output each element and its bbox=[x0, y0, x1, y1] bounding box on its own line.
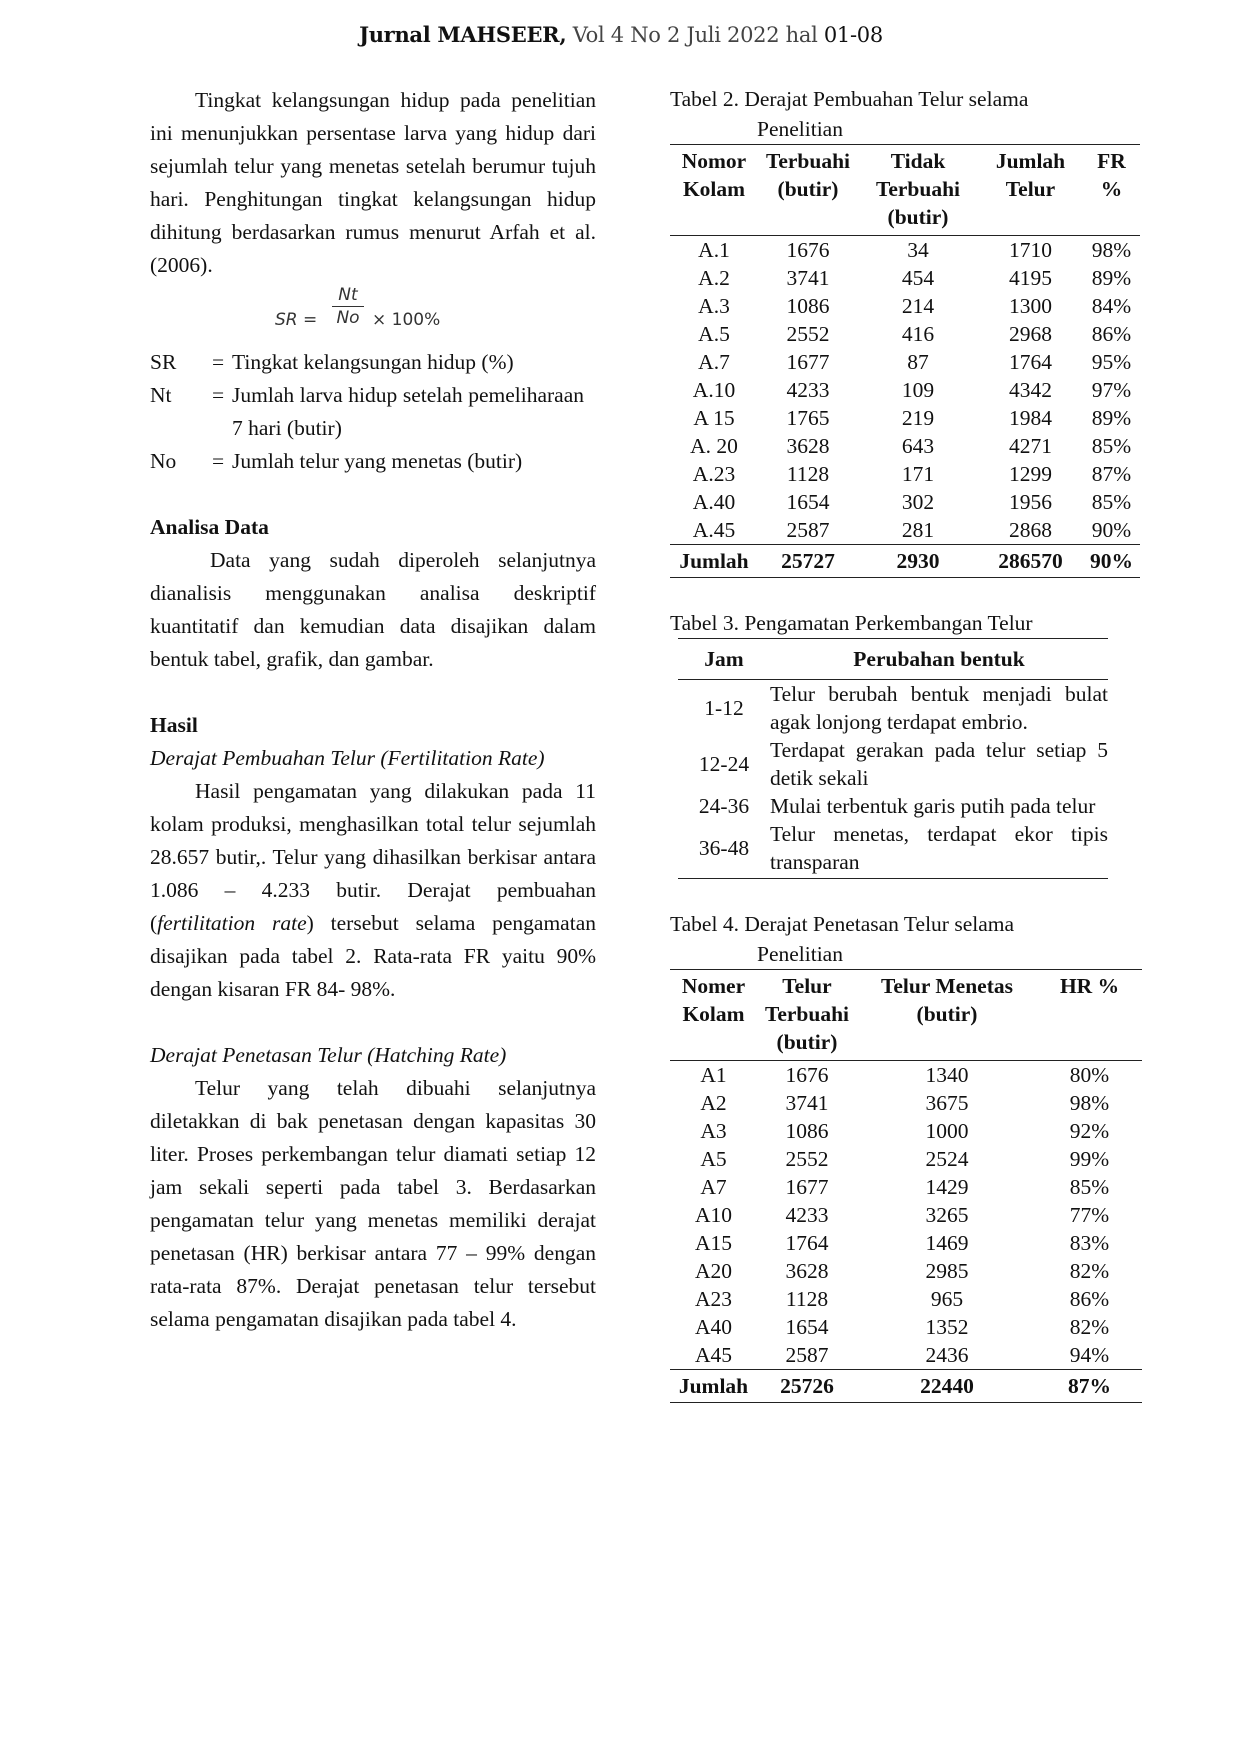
fr-text-1: Hasil pengamatan yang dilakukan pada 11 kolam produksi, menghasilkan total telur sejumlah 28.657 butir,. Telur yang dihasilkan berkisar antara 1.086 – 4.233 butir. Derajat pembuahan ( bbox=[150, 779, 596, 935]
table4-hatching-rate bbox=[670, 969, 1142, 1403]
table-row bbox=[670, 1201, 1142, 1229]
table-cell: Telur berubah bentuk menjadi bulat agak lonjong terdapat embrio. bbox=[770, 682, 1108, 734]
table-cell: 4195 bbox=[1009, 266, 1052, 290]
table-cell: 86% bbox=[1091, 322, 1132, 346]
table-cell: 95% bbox=[1091, 350, 1132, 374]
table2-fertilization-rate bbox=[670, 144, 1140, 578]
fr-text-italic: fertilitation rate bbox=[157, 911, 307, 935]
hr-paragraph: Telur yang telah dibuahi selanjutnya diletakkan di bak penetasan dengan kapasitas 30 liter. Proses perkembangan telur diamati setiap 12 jam sekali seperti pada tabel 3. Berdasarkan pengamatan telur yang menetas memiliki derajat penetasan (HR) berkisar antara 77 – 99% dengan rata-rata 87%. Derajat penetasan telur tersebut selama pengamatan disajikan pada tabel 4. bbox=[150, 1076, 596, 1331]
table-cell: 94% bbox=[1069, 1343, 1110, 1367]
table-cell: 25727 bbox=[758, 545, 858, 578]
table-row bbox=[670, 1117, 1142, 1145]
table-row bbox=[670, 432, 1140, 460]
table-cell: 92% bbox=[1069, 1119, 1110, 1143]
definition-text: Tingkat kelangsungan hidup (%) bbox=[232, 350, 514, 374]
table-row bbox=[670, 1257, 1142, 1285]
table-row bbox=[670, 376, 1140, 404]
table-cell: 99% bbox=[1069, 1147, 1110, 1171]
table-cell: 965 bbox=[930, 1287, 964, 1311]
table-cell: 89% bbox=[1091, 406, 1132, 430]
table-row bbox=[678, 792, 1108, 820]
table-cell: 3675 bbox=[925, 1091, 969, 1115]
table-cell: A20 bbox=[694, 1259, 733, 1283]
table-cell: 4342 bbox=[1009, 378, 1052, 402]
table3-egg-development bbox=[678, 638, 1108, 879]
table-cell: 1710 bbox=[1009, 238, 1052, 262]
table-cell: 1469 bbox=[925, 1231, 969, 1255]
table2-header-cell: Jumlah Telur bbox=[978, 145, 1083, 236]
table-cell: A.10 bbox=[692, 378, 736, 402]
table-cell: Mulai terbentuk garis putih pada telur bbox=[770, 794, 1096, 818]
table-row bbox=[678, 820, 1108, 879]
table-cell: 1000 bbox=[925, 1119, 969, 1143]
definition-equals: = bbox=[212, 383, 225, 407]
table4-caption-line1: Tabel 4. Derajat Penetasan Telur selama bbox=[670, 912, 1015, 936]
table-cell: 1676 bbox=[785, 1063, 829, 1087]
table-cell: A.5 bbox=[698, 322, 730, 346]
table4-total-row bbox=[670, 1370, 1142, 1403]
table-cell: 2968 bbox=[1009, 322, 1052, 346]
table-row bbox=[670, 236, 1140, 265]
sr-formula bbox=[150, 282, 596, 346]
table-cell: 643 bbox=[901, 434, 935, 458]
hasil-heading: Hasil bbox=[150, 713, 198, 737]
table-cell: 1765 bbox=[786, 406, 830, 430]
table-cell: A23 bbox=[694, 1287, 733, 1311]
table-cell: 22440 bbox=[857, 1370, 1037, 1403]
table-row bbox=[670, 1285, 1142, 1313]
table-cell: 214 bbox=[901, 294, 935, 318]
table-cell: 1086 bbox=[786, 294, 830, 318]
table-cell: A.3 bbox=[698, 294, 730, 318]
analisa-heading: Analisa Data bbox=[150, 515, 269, 539]
table2-header-cell: Tidak Terbuahi (butir) bbox=[858, 145, 978, 236]
table-cell: 2985 bbox=[925, 1259, 969, 1283]
analisa-paragraph: Data yang sudah diperoleh selanjutnya dianalisis menggunakan analisa deskriptif kuantitatif dan kemudian data disajikan dalam bentuk tabel, grafik, dan gambar. bbox=[150, 548, 596, 671]
table2-header-row bbox=[670, 145, 1140, 236]
table-cell: 2868 bbox=[1009, 518, 1052, 542]
definition-equals: = bbox=[212, 350, 225, 374]
journal-name: Jurnal MAHSEER, bbox=[359, 22, 567, 47]
table2-caption bbox=[670, 84, 1170, 144]
table-row bbox=[670, 1145, 1142, 1173]
table2-body bbox=[670, 236, 1140, 545]
table-cell: 87% bbox=[1037, 1370, 1142, 1403]
table-cell: 1299 bbox=[1009, 462, 1052, 486]
table3-caption: Tabel 3. Pengamatan Perkembangan Telur bbox=[670, 611, 1033, 635]
table-cell: 1340 bbox=[925, 1063, 969, 1087]
table-cell: A3 bbox=[700, 1119, 727, 1143]
formula-numerator: Nt bbox=[332, 284, 364, 307]
table2-header-cell: Nomor Kolam bbox=[670, 145, 758, 236]
table2-total-row bbox=[670, 545, 1140, 578]
table-cell: A 15 bbox=[693, 406, 735, 430]
table-row bbox=[678, 736, 1108, 792]
formula-lhs: SR = bbox=[275, 310, 318, 330]
table-cell: 1677 bbox=[786, 350, 830, 374]
table-cell: 416 bbox=[901, 322, 935, 346]
table-cell: A7 bbox=[700, 1175, 727, 1199]
table-cell: Terdapat gerakan pada telur setiap 5 detik sekali bbox=[770, 738, 1108, 790]
table-cell: 1676 bbox=[786, 238, 830, 262]
table-cell: A40 bbox=[694, 1315, 733, 1339]
formula-rhs: × 100% bbox=[372, 310, 441, 330]
table-cell: 2587 bbox=[785, 1343, 829, 1367]
table-row bbox=[670, 1341, 1142, 1370]
table-cell: 2436 bbox=[925, 1343, 969, 1367]
table-row bbox=[670, 516, 1140, 545]
table-row bbox=[670, 264, 1140, 292]
table3-header-cell: Jam bbox=[678, 639, 770, 680]
table-cell: A.7 bbox=[698, 350, 730, 374]
table-row bbox=[670, 292, 1140, 320]
table-cell: 171 bbox=[901, 462, 935, 486]
table-cell: 87 bbox=[907, 350, 929, 374]
table-cell: 2552 bbox=[786, 322, 830, 346]
table2-header-cell: FR % bbox=[1083, 145, 1140, 236]
hr-subheading: Derajat Penetasan Telur (Hatching Rate) bbox=[150, 1043, 507, 1067]
table4-caption-line2: Penelitian bbox=[757, 942, 843, 966]
table-cell: 1764 bbox=[1009, 350, 1052, 374]
table-cell: Telur menetas, terdapat ekor tipis transparan bbox=[770, 820, 1108, 879]
table-row bbox=[670, 1173, 1142, 1201]
table-row bbox=[670, 1229, 1142, 1257]
table4-header-cell: Nomer Kolam bbox=[670, 970, 757, 1061]
table-cell: 89% bbox=[1091, 266, 1132, 290]
table-cell: 82% bbox=[1069, 1259, 1110, 1283]
table-cell: 109 bbox=[901, 378, 935, 402]
left-column bbox=[150, 84, 596, 1336]
page-range: 01-08 bbox=[823, 23, 883, 47]
table-cell: A45 bbox=[694, 1343, 733, 1367]
fr-paragraph bbox=[150, 775, 596, 1006]
table-cell: A10 bbox=[694, 1203, 733, 1227]
table-cell: 4271 bbox=[1009, 434, 1052, 458]
table4-caption bbox=[670, 909, 1170, 969]
table-cell: 454 bbox=[901, 266, 935, 290]
table-cell: 25726 bbox=[757, 1370, 857, 1403]
table-cell: Jumlah bbox=[670, 1370, 757, 1403]
table-cell: A.23 bbox=[692, 462, 736, 486]
table4-body bbox=[670, 1061, 1142, 1370]
table-cell: 1352 bbox=[925, 1315, 969, 1339]
table-cell: A. 20 bbox=[690, 434, 738, 458]
table-cell: 3741 bbox=[785, 1091, 829, 1115]
table-cell: 87% bbox=[1091, 462, 1132, 486]
table-cell: A.1 bbox=[698, 238, 730, 262]
table-row bbox=[670, 488, 1140, 516]
definition-row bbox=[150, 445, 596, 478]
table-cell: 34 bbox=[907, 238, 929, 262]
table-cell: 24-36 bbox=[698, 794, 750, 818]
definition-symbol: SR bbox=[150, 350, 177, 374]
definition-row bbox=[150, 346, 596, 379]
table-cell: A.45 bbox=[692, 518, 736, 542]
table-cell: 1429 bbox=[925, 1175, 969, 1199]
table-cell: 77% bbox=[1069, 1203, 1110, 1227]
table2-caption-line2: Penelitian bbox=[757, 117, 843, 141]
fr-text-2: ) tersebut selama pengamatan disajikan pada tabel 2. Rata-rata FR yaitu 90% dengan kisaran FR 84- 98%. bbox=[150, 911, 596, 1001]
table4-header-cell: Telur Menetas (butir) bbox=[857, 970, 1037, 1061]
definition-text: Jumlah telur yang menetas (butir) bbox=[232, 449, 523, 473]
table-cell: A.40 bbox=[692, 490, 736, 514]
table-cell: A.2 bbox=[698, 266, 730, 290]
definition-symbol: No bbox=[150, 449, 177, 473]
table-row bbox=[670, 404, 1140, 432]
table-cell: 82% bbox=[1069, 1315, 1110, 1339]
fr-subheading: Derajat Pembuahan Telur (Fertilitation Rate) bbox=[150, 746, 545, 770]
table4-header-cell: Telur Terbuahi (butir) bbox=[757, 970, 857, 1061]
table-cell: 90% bbox=[1091, 518, 1132, 542]
table-cell: 302 bbox=[901, 490, 935, 514]
sr-intro-paragraph: Tingkat kelangsungan hidup pada penelitian ini menunjukkan persentase larva yang hidup dari sejumlah telur yang menetas setelah berumur tujuh hari. Penghitungan tingkat kelangsungan hidup dihitung berdasarkan rumus menurut Arfah et al. (2006). bbox=[150, 88, 596, 277]
table-row bbox=[670, 1061, 1142, 1090]
table-cell: 2524 bbox=[925, 1147, 969, 1171]
table-cell: 36-48 bbox=[678, 820, 770, 879]
table-cell: 1300 bbox=[1009, 294, 1052, 318]
definition-text: Jumlah larva hidup setelah pemeliharaan 7 hari (butir) bbox=[232, 383, 584, 440]
table-cell: 12-24 bbox=[698, 752, 750, 776]
table-cell: 98% bbox=[1091, 238, 1132, 262]
table-row bbox=[678, 680, 1108, 737]
table-cell: 1086 bbox=[785, 1119, 829, 1143]
table-cell: 90% bbox=[1083, 545, 1140, 578]
table-cell: 1764 bbox=[785, 1231, 829, 1255]
table-cell: 3265 bbox=[925, 1203, 969, 1227]
table-cell: 85% bbox=[1091, 434, 1132, 458]
definition-symbol: Nt bbox=[150, 383, 172, 407]
table-cell: 281 bbox=[901, 518, 935, 542]
table-cell: 2930 bbox=[858, 545, 978, 578]
table-cell: 1677 bbox=[785, 1175, 829, 1199]
table-cell: 80% bbox=[1069, 1063, 1110, 1087]
table-cell: 1956 bbox=[1009, 490, 1052, 514]
table-row bbox=[670, 320, 1140, 348]
running-header bbox=[0, 22, 1242, 47]
table-cell: A2 bbox=[700, 1091, 727, 1115]
definition-equals: = bbox=[212, 449, 225, 473]
table-cell: Jumlah bbox=[670, 545, 758, 578]
table3-header-row bbox=[678, 639, 1108, 680]
table-cell: 98% bbox=[1069, 1091, 1110, 1115]
formula-fraction bbox=[332, 284, 364, 329]
table-cell: 2587 bbox=[786, 518, 830, 542]
table-cell: 1128 bbox=[785, 1287, 829, 1311]
table-row bbox=[670, 348, 1140, 376]
table2-header-cell: Terbuahi (butir) bbox=[758, 145, 858, 236]
table-cell: 2552 bbox=[785, 1147, 829, 1171]
table-cell: 1984 bbox=[1009, 406, 1052, 430]
table-row bbox=[670, 1313, 1142, 1341]
table2-caption-line1: Tabel 2. Derajat Pembuahan Telur selama bbox=[670, 87, 1029, 111]
table3-header-cell: Perubahan bentuk bbox=[770, 639, 1108, 680]
table-cell: 1654 bbox=[786, 490, 830, 514]
table-cell: 84% bbox=[1091, 294, 1132, 318]
formula-denominator: No bbox=[336, 308, 360, 328]
variable-definitions bbox=[150, 346, 596, 478]
table-cell: 3741 bbox=[786, 266, 830, 290]
table-cell: 85% bbox=[1091, 490, 1132, 514]
table-cell: A1 bbox=[700, 1063, 727, 1087]
table-cell: 97% bbox=[1091, 378, 1132, 402]
table-cell: 4233 bbox=[786, 378, 830, 402]
table-cell: 286570 bbox=[978, 545, 1083, 578]
table-cell: 83% bbox=[1069, 1231, 1110, 1255]
table-cell: A15 bbox=[694, 1231, 733, 1255]
table-cell: 1128 bbox=[786, 462, 830, 486]
right-column bbox=[670, 84, 1170, 1403]
table-cell: 3628 bbox=[785, 1259, 829, 1283]
table-cell: 219 bbox=[901, 406, 935, 430]
journal-issue: Vol 4 No 2 Juli 2022 hal bbox=[566, 23, 824, 47]
table-cell: 4233 bbox=[785, 1203, 829, 1227]
table-cell: A5 bbox=[700, 1147, 727, 1171]
table4-header-cell: HR % bbox=[1037, 970, 1142, 1061]
table-cell: 1-12 bbox=[704, 696, 744, 720]
table-row bbox=[670, 1089, 1142, 1117]
table-cell: 85% bbox=[1069, 1175, 1110, 1199]
definition-row bbox=[150, 379, 596, 445]
table4-header-row bbox=[670, 970, 1142, 1061]
table-cell: 86% bbox=[1069, 1287, 1110, 1311]
table-cell: 3628 bbox=[786, 434, 830, 458]
table-row bbox=[670, 460, 1140, 488]
table-cell: 1654 bbox=[785, 1315, 829, 1339]
table3-body bbox=[678, 680, 1108, 879]
